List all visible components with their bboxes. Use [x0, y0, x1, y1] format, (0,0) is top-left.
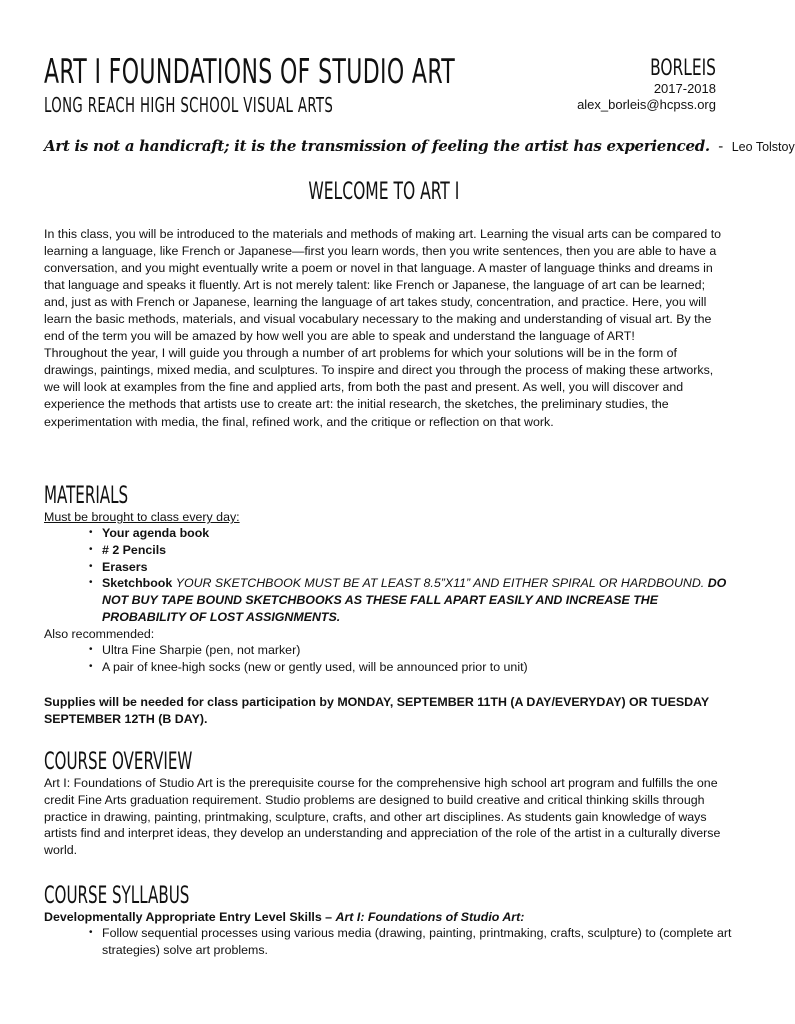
materials-heading: MATERIALS — [44, 481, 129, 509]
material-erasers: Erasers — [102, 559, 148, 574]
list-item — [44, 559, 734, 576]
intro-text — [44, 226, 724, 431]
syllabus-course-name: Art I: Foundations of Studio Art: — [335, 910, 525, 924]
supplies-deadline: Supplies will be needed for class participation by MONDAY, SEPTEMBER 11TH (A DAY/EVERYDAY) OR TUESDAY SEPTEMBER 12TH (B DAY). — [44, 695, 709, 726]
overview-heading: COURSE OVERVIEW — [44, 747, 193, 775]
intro-paragraph-2: Throughout the year, I will guide you through a number of art problems for which your solutions will be in the form of drawings, paintings, mixed media, and sculptures. To inspire and direct you through the process of making these artworks, we will look at examples from the fine and applied arts, from both the past and present. As well, you will discover and experience the methods that artists use to create art: the initial research, the sketches, the preliminary studies, the experimentation with media, the final, refined work, and the critique or reflection on that work. — [44, 346, 714, 429]
school-year: 2017-2018 — [653, 81, 716, 96]
teacher-info — [577, 56, 716, 113]
materials-required-list — [44, 525, 734, 626]
overview-text: Art I: Foundations of Studio Art is the prerequisite course for the comprehensive high school art program and fulfills the one credit Fine Arts graduation requirement. Studio problems are designed to build creative and critical thinking skills through practice in drawing, painting, printmaking, sculpture, crafts, and other art disciplines. As students gain knowledge of ways artists find and interpret ideas, they develop an understanding and appreciation of the role of the artist in a culturally diverse world. — [44, 776, 721, 858]
list-item — [44, 542, 734, 559]
course-title: ART I FOUNDATIONS OF STUDIO ART — [44, 52, 456, 92]
materials-recommended-list — [44, 642, 734, 676]
syllabus-list — [44, 925, 734, 959]
syllabus-heading: COURSE SYLLABUS — [44, 881, 190, 909]
list-item — [44, 575, 734, 625]
quote — [44, 137, 795, 156]
list-item: • A pair of knee-high socks (new or gently used, will be announced prior to unit) — [44, 659, 734, 676]
sketchbook-note: YOUR SKETCHBOOK MUST BE AT LEAST 8.5”X11” AND EITHER SPIRAL OR HARDBOUND. — [175, 576, 705, 591]
quote-text: Art is not a handicraft; it is the transmission of feeling the artist has experienced. — [44, 137, 710, 155]
syllabus-subheading-label: Developmentally Appropriate Entry Level Skills – — [44, 910, 333, 924]
welcome-heading-wrap — [0, 177, 768, 205]
material-sketchbook: Sketchbook — [102, 576, 173, 591]
list-item: • Follow sequential processes using various media (drawing, painting, printmaking, crafts, sculpture) to (complete art strategies) solve art problems. — [44, 925, 734, 959]
material-agenda: Your agenda book — [102, 526, 210, 540]
welcome-heading: WELCOME TO ART I — [308, 177, 460, 205]
teacher-email: alex_borleis@hcpss.org — [577, 97, 716, 112]
material-pencils: # 2 Pencils — [102, 542, 167, 557]
list-item — [44, 525, 734, 542]
materials-must-label: Must be brought to class every day: — [44, 510, 240, 524]
list-item: • Ultra Fine Sharpie (pen, not marker) — [44, 642, 734, 659]
sketchbook-warning: DO NOT BUY TAPE BOUND SKETCHBOOKS AS THESE FALL APART EASILY AND INCREASE THE PROBABILITY OF LOST ASSIGNMENTS. — [102, 576, 727, 624]
also-recommended-label: Also recommended: — [44, 627, 155, 641]
quote-author: Leo Tolstoy — [731, 140, 795, 154]
school-subtitle: LONG REACH HIGH SCHOOL VISUAL ARTS — [44, 93, 334, 117]
teacher-name: BORLEIS — [650, 56, 716, 81]
syllabus-subheading — [44, 909, 734, 926]
quote-dash: - — [718, 138, 724, 155]
intro-paragraph-1: In this class, you will be introduced to the materials and methods of making art. Learning the visual arts can be compared to learning a language, like French or Japanese—first you learn words, then you write sentences, then you are able to have a conversation, and you might eventually write a poem or novel in that language. A master of language thinks and dreams in that language and speaks it fluently. Art is not merely talent: like French or Japanese, the language of art can be learned; and, just as with French or Japanese, learning the language of art takes study, concentration, and practice. Here, you will learn the basic methods, materials, and visual vocabulary necessary to the making and understanding of visual art. By the end of the term you will be amazed by how well you are able to speak and understand the language of ART! — [44, 227, 722, 344]
